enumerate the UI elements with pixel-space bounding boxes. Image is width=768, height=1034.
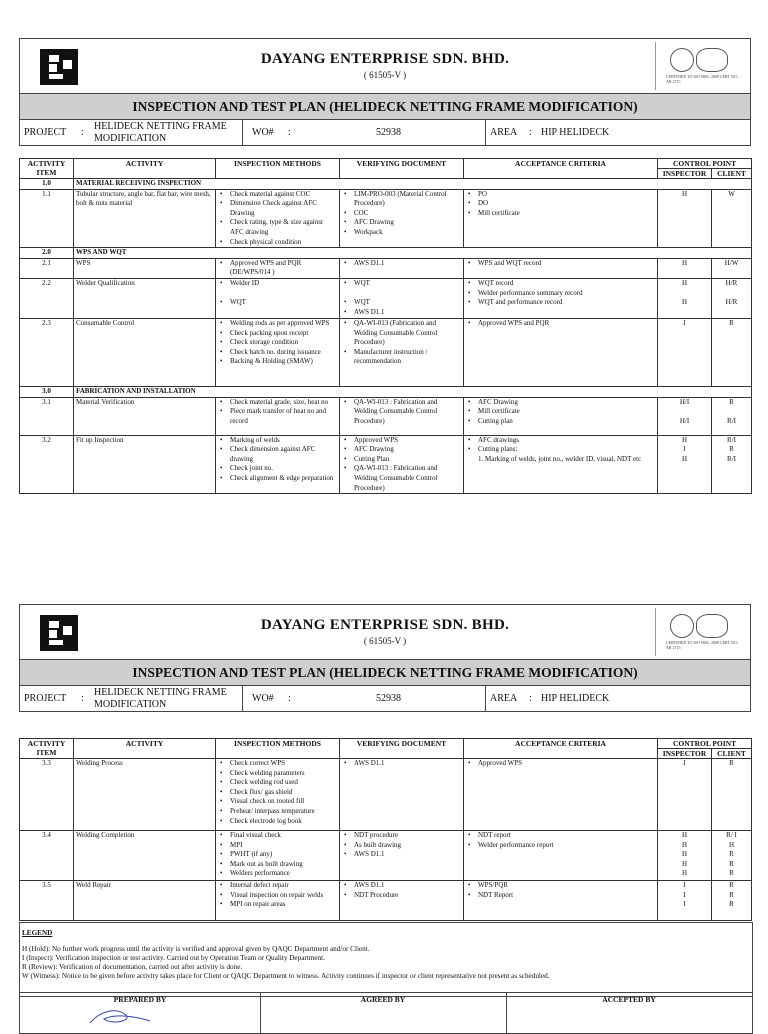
table-row [20, 881, 752, 921]
inspector-code: I [658, 318, 712, 386]
table-row [20, 759, 752, 831]
inspector-code: H/I H/I [658, 397, 712, 435]
inspector-code: H [658, 298, 712, 318]
verifying-cell-item: • QA-WI-013 : Fabrication and Welding Consumable Control Procedure) [342, 464, 461, 493]
inspector-code: H [658, 189, 712, 248]
acceptance-cell-item: • Welder performance report [466, 841, 655, 851]
activity-cell: Material Verification [74, 397, 216, 435]
methods-cell-item: • Check welding parameters [218, 769, 337, 779]
verifying-cell-item: • Workpack [342, 228, 461, 238]
client-code: R/ I H R R R [712, 831, 752, 881]
inspector-code: H I H [658, 435, 712, 494]
table-row [20, 435, 752, 494]
acceptance-cell [464, 435, 658, 494]
client-code: R [712, 759, 752, 831]
table-row [20, 278, 752, 298]
col-header-inspector: INSPECTOR [658, 749, 712, 759]
project-row [19, 120, 751, 146]
col-header-item: ACTIVITY ITEM [20, 739, 74, 759]
acceptance-cell-item: • Welder performance summary record [466, 289, 655, 299]
verifying-cell-item: • COC [342, 209, 461, 219]
itp-page-1 [19, 38, 751, 492]
methods-cell-item: • Check welding rod used [218, 778, 337, 788]
item-number: 1.0 [20, 179, 74, 190]
section-row [20, 179, 752, 190]
methods-cell-item: • Check correct WPS [218, 759, 337, 769]
col-header-control-point: CONTROL POINT [658, 739, 752, 749]
inspector-code: H H H H H [658, 831, 712, 881]
project-label: PROJECT [24, 127, 67, 138]
activity-cell: WPS [74, 258, 216, 278]
methods-cell-item: • Visual check on rooted fill [218, 797, 337, 807]
legend-box [19, 922, 753, 997]
methods-cell-item: • Check joint no. [218, 464, 337, 474]
acceptance-cell-item: • WQT record [466, 279, 655, 289]
methods-cell [216, 831, 340, 881]
col-header-verifying: VERIFYING DOCUMENT [340, 739, 464, 759]
project-value: HELIDECK NETTING FRAME MODIFICATION [94, 121, 227, 144]
methods-cell-item: • Backing & Holding (SMAW) [218, 357, 337, 367]
methods-cell-item: • MPI on repair areas [218, 900, 337, 910]
signature-mark [86, 1005, 156, 1029]
acceptance-cell-item: • AFC Drawing [466, 398, 655, 408]
methods-cell-item: • Check dimension against AFC drawing [218, 445, 337, 464]
col-header-inspector: INSPECTOR [658, 169, 712, 179]
verifying-cell-item: • Approved WPS [342, 436, 461, 446]
verifying-cell-item: • AWS D1.1 [342, 850, 461, 860]
acceptance-cell [464, 881, 658, 921]
verifying-cell-item: • WQT [342, 279, 461, 289]
legend-review: R (Review): Verification of documentation, carried out after activity is done. [22, 963, 243, 971]
acceptance-cell-item: • DO [466, 199, 655, 209]
project-value: HELIDECK NETTING FRAME MODIFICATION [94, 687, 227, 710]
project-row [19, 686, 751, 712]
acceptance-cell-item: • AFC drawings [466, 436, 655, 446]
section-row [20, 386, 752, 397]
iso-certification-badge [655, 608, 744, 656]
item-number: 3.2 [20, 435, 74, 494]
methods-cell-item: • Visual inspection on repair welds [218, 891, 337, 901]
company-header [19, 38, 751, 94]
cert-text: CERTIFIED TO ISO 9001: 2008 CERT NO.: AR 2715 [666, 640, 739, 650]
agreed-by-label: AGREED BY [360, 995, 406, 1004]
item-number: 1.1 [20, 189, 74, 248]
verifying-cell-item: • LIM-PRO-003 (Material Control Procedure) [342, 190, 461, 209]
item-number: 2.3 [20, 318, 74, 386]
itp-table-page-1 [19, 158, 752, 494]
project-label: PROJECT [24, 693, 67, 704]
acceptance-cell [464, 318, 658, 386]
verifying-cell-item: • NDT Procedure [342, 891, 461, 901]
item-number: 3.5 [20, 881, 74, 921]
item-number: 2.2 [20, 278, 74, 298]
acceptance-cell-item: • Cutting plans: [466, 445, 655, 455]
wo-label: WO# [252, 693, 274, 704]
company-name: DAYANG ENTERPRISE SDN. BHD. [260, 617, 510, 633]
methods-cell-item: • Approved WPS and PQR (DE/WPS/014 ) [218, 259, 337, 278]
client-code: H/R [712, 278, 752, 298]
legend-hold: H (Hold): No further work progress until the activity is verified and approval given by QAQC Department and/or Client. [22, 945, 370, 953]
methods-cell-item: • PWHT (if any) [218, 850, 337, 860]
item-number: 3.0 [20, 386, 74, 397]
prepared-by-label: PREPARED BY [113, 995, 167, 1004]
acceptance-cell-item: • Approved WPS and PQR [466, 319, 655, 329]
item-number: 3.1 [20, 397, 74, 435]
methods-cell [216, 298, 340, 318]
methods-cell-item: • Welder ID [218, 279, 337, 289]
activity-cell: Consumable Control [74, 318, 216, 386]
acceptance-cell [464, 189, 658, 248]
wo-colon: : [288, 127, 291, 138]
verifying-cell-item: • NDT procedure [342, 831, 461, 841]
section-title: WPS AND WQT [74, 248, 752, 259]
col-header-item: ACTIVITY ITEM [20, 159, 74, 179]
doc-title: INSPECTION AND TEST PLAN (HELIDECK NETTING FRAME MODIFICATION) [19, 94, 751, 120]
cert-text: CERTIFIED TO ISO 9001: 2008 CERT NO.: AR 2715 [666, 74, 739, 84]
methods-cell-item: • Check physical condition [218, 238, 337, 248]
inspector-code: I [658, 759, 712, 831]
methods-cell-item: • Check packing upon receipt [218, 329, 337, 339]
acceptance-cell-item: • NDT Report [466, 891, 655, 901]
signoff-row [19, 992, 753, 1034]
verifying-cell-item: • AWS D1.1 [342, 259, 461, 269]
verifying-cell-item: • QA-WI-013 (Fabrication and Welding Consumable Control Procedure) [342, 319, 461, 348]
methods-cell-item: • Check electrode log book [218, 817, 337, 827]
verifying-cell-item: • Manufacturer instruction / recommendation [342, 348, 461, 367]
col-header-verifying: VERIFYING DOCUMENT [340, 159, 464, 179]
acceptance-cell-item: • Mill certificate [466, 209, 655, 219]
acceptance-cell [464, 397, 658, 435]
methods-cell-item: • Preheat/ interpass temperature [218, 807, 337, 817]
methods-cell-item: • MPI [218, 841, 337, 851]
itp-table-page-2 [19, 738, 752, 921]
col-header-control-point: CONTROL POINT [658, 159, 752, 169]
methods-cell-item: • Check material against COC [218, 190, 337, 200]
table-row [20, 298, 752, 318]
table-row [20, 189, 752, 248]
methods-cell [216, 189, 340, 248]
company-name: DAYANG ENTERPRISE SDN. BHD. [260, 51, 510, 67]
methods-cell [216, 435, 340, 494]
verifying-cell-item: • Cutting Plan [342, 455, 461, 465]
area-value: HIP HELIDECK [541, 693, 610, 704]
acceptance-cell [464, 298, 658, 318]
verifying-cell-item: • AFC Drawing [342, 445, 461, 455]
company-header [19, 604, 751, 660]
ukas-cert-icon [696, 48, 728, 72]
table-row [20, 318, 752, 386]
section-title: MATERIAL RECEIVING INSPECTION [74, 179, 752, 190]
verifying-cell [340, 189, 464, 248]
methods-cell-item: • Piece mark transfer of heat no and record [218, 407, 337, 426]
methods-cell-item: • Check alignment & edge preparation [218, 474, 337, 484]
company-reg-no: ( 61505-V ) [363, 636, 407, 646]
acceptance-cell-item: • Cutting plan [466, 417, 655, 427]
verifying-cell-item: • AWS D1.1 [342, 759, 461, 769]
methods-cell-item: • Check batch no. during issuance [218, 348, 337, 358]
verifying-cell [340, 318, 464, 386]
methods-cell-item: • Check rating, type & size against AFC drawing [218, 218, 337, 237]
item-number: 3.3 [20, 759, 74, 831]
wo-label: WO# [252, 127, 274, 138]
client-code: H/R [712, 298, 752, 318]
wo-value: 52938 [376, 127, 401, 138]
area-label: AREA [490, 127, 518, 138]
verifying-cell-item: • AFC Drawing [342, 218, 461, 228]
verifying-cell [340, 258, 464, 278]
methods-cell-item: • Marking of welds [218, 436, 337, 446]
client-code: R R/I [712, 397, 752, 435]
verifying-cell [340, 397, 464, 435]
methods-cell-item: • Welders performance [218, 869, 337, 879]
acceptance-cell-item: • Approved WPS [466, 759, 655, 769]
methods-cell-item: • Final visual check [218, 831, 337, 841]
activity-cell: Welding Process [74, 759, 216, 831]
client-code: R/I R R/I [712, 435, 752, 494]
methods-cell [216, 881, 340, 921]
verifying-cell [340, 881, 464, 921]
table-row [20, 258, 752, 278]
client-code: H/W [712, 258, 752, 278]
col-header-methods: INSPECTION METHODS [216, 739, 340, 759]
verifying-cell-item: • AWS D1.1 [342, 881, 461, 891]
project-colon: : [81, 127, 84, 138]
acceptance-cell [464, 759, 658, 831]
col-header-acceptance: ACCEPTANCE CRITERIA [464, 159, 658, 179]
verifying-cell [340, 298, 464, 318]
client-code: R R R [712, 881, 752, 921]
item-number [20, 298, 74, 318]
acceptance-cell [464, 831, 658, 881]
col-header-acceptance: ACCEPTANCE CRITERIA [464, 739, 658, 759]
col-header-client: CLIENT [712, 749, 752, 759]
area-label: AREA [490, 693, 518, 704]
verifying-cell-item: • QA-WI-013 : Fabrication and Welding Consumable Control Procedure) [342, 398, 461, 427]
project-colon: : [81, 693, 84, 704]
activity-cell: Welding Completion [74, 831, 216, 881]
col-header-activity: ACTIVITY [74, 739, 216, 759]
accepted-by-label: ACCEPTED BY [602, 995, 656, 1004]
activity-cell: Welder Qualification [74, 278, 216, 298]
area-colon: : [529, 693, 532, 704]
quality-cert-icon [670, 48, 694, 72]
acceptance-cell-item: • NDT report [466, 831, 655, 841]
itp-page-2 [19, 604, 751, 1004]
methods-cell-item: • Welding rods as per approved WPS [218, 319, 337, 329]
quality-cert-icon [670, 614, 694, 638]
client-code: W [712, 189, 752, 248]
area-colon: : [529, 127, 532, 138]
acceptance-cell-item: • PO [466, 190, 655, 200]
methods-cell-item: • Check flux/ gas shield [218, 788, 337, 798]
activity-cell: Tubular structure, angle bar, flat bar, wire mesh, bolt & nuts material [74, 189, 216, 248]
inspector-code: H [658, 258, 712, 278]
table-row [20, 831, 752, 881]
wo-value: 52938 [376, 693, 401, 704]
table-row [20, 397, 752, 435]
inspector-code: H [658, 278, 712, 298]
col-header-methods: INSPECTION METHODS [216, 159, 340, 179]
methods-cell-item: • Mark out as built drawing [218, 860, 337, 870]
acceptance-cell [464, 258, 658, 278]
col-header-activity: ACTIVITY [74, 159, 216, 179]
company-reg-no: ( 61505-V ) [363, 70, 407, 80]
inspector-code: I I I [658, 881, 712, 921]
activity-cell: Weld Repair [74, 881, 216, 921]
methods-cell-item: • Check material grade, size, heat no [218, 398, 337, 408]
acceptance-cell-item: • WQT and performance record [466, 298, 655, 308]
activity-cell: Fit up Inspection [74, 435, 216, 494]
item-number: 2.1 [20, 258, 74, 278]
methods-cell [216, 397, 340, 435]
section-title: FABRICATION AND INSTALLATION [74, 386, 752, 397]
verifying-cell [340, 831, 464, 881]
methods-cell-item: • Internal defect repair [218, 881, 337, 891]
methods-cell-item: • Check storage condition [218, 338, 337, 348]
methods-cell [216, 759, 340, 831]
methods-cell [216, 258, 340, 278]
iso-certification-badge [655, 42, 744, 90]
verifying-cell-item: • AWS D1.1 [342, 308, 461, 318]
methods-cell-item: • Dimension Check against AFC Drawing [218, 199, 337, 218]
area-value: HIP HELIDECK [541, 127, 610, 138]
section-row [20, 248, 752, 259]
methods-cell [216, 278, 340, 298]
client-code: R [712, 318, 752, 386]
col-header-client: CLIENT [712, 169, 752, 179]
legend-title: LEGEND [22, 929, 53, 937]
acceptance-cell-item: • WPS and WQT record [466, 259, 655, 269]
methods-cell-item: • WQT [218, 298, 337, 308]
item-number: 2.0 [20, 248, 74, 259]
verifying-cell [340, 435, 464, 494]
legend-witness: W (Witness): Notice to be given before activity takes place for Client or QAQC Department to witness. Activity continues if inspector or client representative not present as scheduled. [22, 972, 550, 980]
verifying-cell [340, 278, 464, 298]
acceptance-cell-item: • WPS/PQR [466, 881, 655, 891]
acceptance-cell-item: • Mill certificate [466, 407, 655, 417]
activity-cell [74, 298, 216, 318]
verifying-cell [340, 759, 464, 831]
ukas-cert-icon [696, 614, 728, 638]
doc-title: INSPECTION AND TEST PLAN (HELIDECK NETTING FRAME MODIFICATION) [19, 660, 751, 686]
verifying-cell-item: • As built drawing [342, 841, 461, 851]
wo-colon: : [288, 693, 291, 704]
item-number: 3.4 [20, 831, 74, 881]
legend-inspect: I (Inspect): Verification inspection or test activity. Carried out by Operation Team or Quality Department. [22, 954, 325, 962]
methods-cell [216, 318, 340, 386]
acceptance-sub: 1. Marking of welds, joint no., welder ID, visual, NDT etc [478, 454, 642, 463]
verifying-cell-item: • WQT [342, 298, 461, 308]
acceptance-cell [464, 278, 658, 298]
